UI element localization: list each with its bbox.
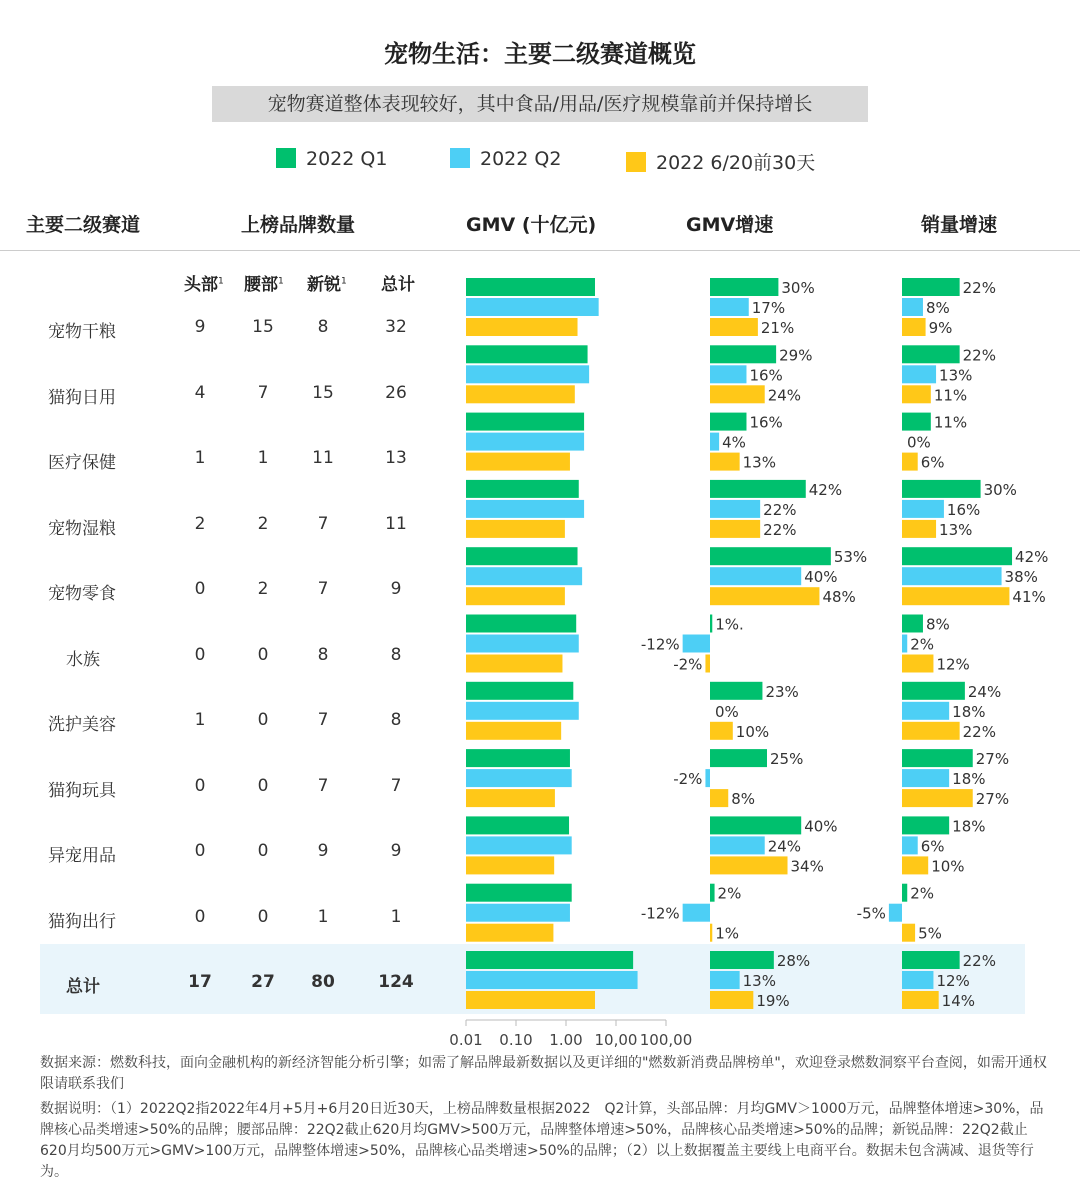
gmv-growth-data-label: 23% xyxy=(765,682,799,701)
gmv-tick-label: 0.10 xyxy=(499,1031,533,1049)
footnote-mark: 1 xyxy=(341,276,347,287)
gmv-growth-data-label: 34% xyxy=(790,857,824,876)
sales-growth-data-label: 22% xyxy=(962,279,996,297)
footnote-mark: 1 xyxy=(218,276,224,287)
row-10-total: 124 xyxy=(378,972,414,992)
row-9-new: 1 xyxy=(317,906,329,927)
legend-label-recent: 2022 6/20前30天 xyxy=(656,152,816,174)
sales-growth-bar xyxy=(902,722,960,740)
sales-growth-bar xyxy=(902,587,1009,605)
gmv-growth-data-label: 28% xyxy=(776,952,811,970)
sales-growth-data-label: 24% xyxy=(967,682,1002,701)
row-7-new: 7 xyxy=(317,775,329,796)
sales-growth-bar xyxy=(902,567,1002,585)
sales-growth-bar xyxy=(902,789,973,807)
sales-growth-data-label: 6% xyxy=(920,837,945,856)
gmv-growth-data-label: 25% xyxy=(770,750,804,769)
gmv-growth-bar xyxy=(710,951,774,969)
gmv-bar xyxy=(466,722,561,740)
sales-growth-data-label: 8% xyxy=(925,299,950,317)
row-2-new: 11 xyxy=(312,448,334,468)
gmv-growth-data-label: 17% xyxy=(751,299,786,317)
sales-growth-data-label: 38% xyxy=(1004,568,1038,587)
sales-growth-bar xyxy=(902,318,926,336)
row-0-waist: 15 xyxy=(252,317,274,337)
row-0-total: 32 xyxy=(385,317,407,337)
row-3-waist: 2 xyxy=(257,513,269,534)
sales-growth-bar xyxy=(902,856,928,874)
gmv-bar xyxy=(466,789,555,807)
row-3-new: 7 xyxy=(317,513,329,534)
sales-growth-data-label: 22% xyxy=(962,952,996,970)
sales-growth-bar xyxy=(902,682,965,700)
gmv-growth-bar xyxy=(710,298,749,316)
row-4-total: 9 xyxy=(390,579,402,599)
chart-subtitle: 宠物赛道整体表现较好，其中食品/用品/医疗规模靠前并保持增长 xyxy=(212,86,868,122)
sales-growth-data-label: 30% xyxy=(983,480,1017,499)
gmv-bar xyxy=(466,816,569,834)
row-1-name: 猫狗日用 xyxy=(48,387,116,408)
gmv-growth-bar xyxy=(710,836,765,854)
sales-growth-data-label: 41% xyxy=(1012,588,1046,607)
gmv-growth-data-label: -2% xyxy=(673,770,703,789)
gmv-growth-data-label: 1%. xyxy=(715,615,744,634)
gmv-bar xyxy=(466,884,572,902)
row-5-waist: 0 xyxy=(257,644,269,665)
gmv-bar xyxy=(466,298,599,316)
gmv-bar xyxy=(466,615,576,633)
gmv-growth-data-label: 13% xyxy=(742,972,776,990)
gmv-growth-bar xyxy=(710,385,765,403)
gmv-growth-bar xyxy=(710,816,801,834)
sales-growth-bar xyxy=(889,904,902,922)
gmv-growth-bar xyxy=(705,769,710,787)
gmv-growth-bar xyxy=(710,365,746,383)
row-1-total: 26 xyxy=(385,382,407,403)
sales-growth-bar xyxy=(902,635,907,653)
gmv-tick-label: 10,00 xyxy=(594,1031,638,1049)
gmv-growth-bar xyxy=(710,991,753,1009)
row-8-head: 0 xyxy=(194,841,206,861)
row-6-head: 1 xyxy=(194,710,206,730)
sales-growth-bar xyxy=(902,547,1012,565)
sales-growth-data-label: 18% xyxy=(952,702,986,721)
row-10-head: 17 xyxy=(188,972,212,992)
gmv-growth-data-label: -2% xyxy=(673,655,703,674)
row-5-name: 水族 xyxy=(66,649,100,670)
row-5-head: 0 xyxy=(194,644,206,665)
notes xyxy=(40,1053,1050,1187)
row-6-name: 洗护美容 xyxy=(48,715,116,735)
row-6-waist: 0 xyxy=(257,710,269,730)
gmv-growth-bar xyxy=(710,567,801,585)
gmv-bar xyxy=(466,971,638,989)
sales-growth-bar xyxy=(902,924,915,942)
sales-growth-data-label: 5% xyxy=(918,924,942,943)
row-9-total: 1 xyxy=(390,906,402,927)
gmv-bar xyxy=(466,904,570,922)
gmv-tick-label: 1.00 xyxy=(549,1031,583,1049)
row-2-total: 13 xyxy=(385,448,407,468)
row-6-total: 8 xyxy=(390,710,402,730)
sales-growth-data-label: 9% xyxy=(928,319,953,337)
gmv-growth-bar xyxy=(705,655,710,673)
gmv-growth-bar xyxy=(710,924,712,942)
gmv-bar xyxy=(466,453,570,471)
gmv-tick-label: 100,00 xyxy=(639,1031,693,1049)
row-0-new: 8 xyxy=(317,317,329,337)
gmv-growth-data-label: 40% xyxy=(804,568,838,587)
sales-growth-bar xyxy=(902,971,933,989)
gmv-growth-data-label: 1% xyxy=(715,924,740,943)
sales-growth-data-label: 2% xyxy=(910,884,935,903)
sales-growth-data-label: 10% xyxy=(931,857,965,876)
gmv-bar xyxy=(466,365,589,383)
row-8-new: 9 xyxy=(317,841,329,861)
gmv-bar xyxy=(466,836,572,854)
gmv-growth-data-label: 16% xyxy=(749,366,783,385)
gmv-growth-data-label: 22% xyxy=(763,520,797,539)
row-8-total: 9 xyxy=(390,841,402,861)
column-header-gmv-growth: GMV增速 xyxy=(686,214,774,236)
row-9-waist: 0 xyxy=(257,906,269,927)
column-header-sales-growth: 销量增速 xyxy=(921,214,998,236)
sales-growth-bar xyxy=(902,884,907,902)
gmv-growth-data-label: 29% xyxy=(779,346,813,365)
gmv-growth-bar xyxy=(710,789,728,807)
gmv-bar xyxy=(466,951,633,969)
sales-growth-data-label: 14% xyxy=(941,992,976,1010)
gmv-bar xyxy=(466,635,579,653)
column-header-brands: 上榜品牌数量 xyxy=(241,214,356,236)
gmv-growth-bar xyxy=(710,971,740,989)
sales-growth-data-label: 42% xyxy=(1015,548,1049,567)
sales-growth-data-label: 13% xyxy=(939,520,973,539)
column-header-gmv: GMV (十亿元) xyxy=(466,214,597,236)
gmv-bar xyxy=(466,655,562,673)
gmv-growth-bar xyxy=(683,635,710,653)
gmv-growth-bar xyxy=(710,453,740,471)
gmv-growth-bar xyxy=(710,722,733,740)
sales-growth-bar xyxy=(902,749,973,767)
gmv-growth-data-label: 42% xyxy=(808,480,843,499)
row-4-head: 0 xyxy=(194,579,206,599)
row-5-total: 8 xyxy=(390,644,402,665)
gmv-growth-data-label: 40% xyxy=(804,817,838,836)
sales-growth-data-label: 18% xyxy=(952,817,986,836)
gmv-growth-bar xyxy=(683,904,710,922)
gmv-bar xyxy=(466,500,584,518)
row-0-head: 9 xyxy=(194,317,206,337)
sales-growth-data-label: 27% xyxy=(975,790,1010,809)
sales-growth-data-label: 12% xyxy=(936,972,970,990)
sales-growth-bar xyxy=(902,385,931,403)
sales-growth-data-label: 27% xyxy=(975,750,1010,769)
sales-growth-bar xyxy=(902,520,936,538)
row-4-new: 7 xyxy=(317,579,329,599)
gmv-growth-data-label: 30% xyxy=(781,279,815,297)
gmv-growth-bar xyxy=(710,345,776,363)
gmv-bar xyxy=(466,769,572,787)
sales-growth-bar xyxy=(902,365,936,383)
gmv-growth-data-label: 24% xyxy=(767,837,802,856)
row-2-head: 1 xyxy=(194,448,206,468)
gmv-bar xyxy=(466,413,584,431)
row-1-head: 4 xyxy=(194,382,206,403)
gmv-growth-bar xyxy=(710,500,760,518)
gmv-tick-label: 0.01 xyxy=(449,1031,483,1049)
row-4-name: 宠物零食 xyxy=(48,584,116,604)
gmv-growth-data-label: 22% xyxy=(763,500,797,519)
row-7-total: 7 xyxy=(390,775,402,796)
gmv-bar xyxy=(466,318,578,336)
gmv-growth-data-label: 16% xyxy=(749,413,783,432)
gmv-growth-data-label: 8% xyxy=(731,790,756,809)
sales-growth-bar xyxy=(902,816,949,834)
row-4-waist: 2 xyxy=(257,579,269,599)
sales-growth-bar xyxy=(902,702,949,720)
gmv-bar xyxy=(466,480,579,498)
gmv-growth-data-label: 2% xyxy=(717,884,742,903)
row-1-new: 15 xyxy=(312,382,334,403)
gmv-growth-data-label: 53% xyxy=(833,548,868,567)
row-6-new: 7 xyxy=(317,710,329,730)
gmv-growth-data-label: 48% xyxy=(822,588,856,607)
row-5-new: 8 xyxy=(317,644,329,665)
sales-growth-bar xyxy=(902,345,960,363)
gmv-bar xyxy=(466,345,588,363)
sales-growth-data-label: 6% xyxy=(920,453,945,472)
sales-growth-bar xyxy=(902,298,923,316)
row-2-name: 医疗保健 xyxy=(48,453,116,473)
gmv-growth-data-label: 13% xyxy=(742,453,776,472)
sales-growth-bar xyxy=(902,500,944,518)
gmv-bar xyxy=(466,433,584,451)
row-2-waist: 1 xyxy=(257,448,269,468)
gmv-bar xyxy=(466,856,554,874)
sales-growth-bar xyxy=(902,655,933,673)
sales-growth-data-label: 12% xyxy=(936,655,970,674)
gmv-growth-bar xyxy=(710,480,806,498)
gmv-growth-bar xyxy=(710,318,758,336)
gmv-growth-bar xyxy=(710,884,715,902)
row-3-name: 宠物湿粮 xyxy=(48,518,116,539)
sales-growth-bar xyxy=(902,278,960,296)
sales-growth-data-label: 11% xyxy=(933,386,968,405)
sales-growth-bar xyxy=(902,480,981,498)
chart-title: 宠物生活：主要二级赛道概览 xyxy=(384,40,696,68)
row-7-name: 猫狗玩具 xyxy=(48,780,116,801)
column-header-category: 主要二级赛道 xyxy=(26,214,141,236)
gmv-bar xyxy=(466,278,595,296)
sales-growth-bar xyxy=(902,836,918,854)
sales-growth-data-label: 8% xyxy=(925,615,950,634)
row-9-name: 猫狗出行 xyxy=(48,911,116,932)
row-1-waist: 7 xyxy=(257,382,269,403)
sales-growth-bar xyxy=(902,951,960,969)
row-0-name: 宠物干粮 xyxy=(48,322,116,342)
legend-label-q1: 2022 Q1 xyxy=(306,148,388,170)
sales-growth-bar xyxy=(902,991,939,1009)
row-7-waist: 0 xyxy=(257,775,269,796)
gmv-growth-data-label: -12% xyxy=(640,635,680,654)
gmv-bar xyxy=(466,520,565,538)
row-3-head: 2 xyxy=(194,513,206,534)
gmv-growth-data-label: 21% xyxy=(760,319,795,337)
sales-growth-data-label: 11% xyxy=(933,413,968,432)
row-7-head: 0 xyxy=(194,775,206,796)
sales-growth-data-label: 2% xyxy=(910,635,935,654)
subheader-new-label: 新锐 xyxy=(307,275,341,295)
sales-growth-data-label: 13% xyxy=(939,366,973,385)
subheader-total-brands: 总计 xyxy=(381,275,415,295)
row-3-total: 11 xyxy=(385,513,407,534)
gmv-growth-data-label: 10% xyxy=(735,722,770,741)
row-8-name: 异宠用品 xyxy=(48,846,116,866)
gmv-growth-bar xyxy=(710,749,767,767)
gmv-growth-bar xyxy=(710,587,819,605)
gmv-growth-bar xyxy=(710,520,760,538)
gmv-bar xyxy=(466,385,575,403)
gmv-growth-bar xyxy=(710,682,762,700)
row-10-waist: 27 xyxy=(251,972,275,992)
gmv-growth-data-label: -12% xyxy=(640,904,680,923)
sales-growth-data-label: -5% xyxy=(856,904,886,923)
gmv-growth-data-label: 4% xyxy=(722,433,746,452)
gmv-growth-bar xyxy=(710,615,712,633)
gmv-growth-bar xyxy=(710,856,788,874)
subheader-head-label: 头部 xyxy=(184,275,218,295)
gmv-bar xyxy=(466,682,573,700)
gmv-bar xyxy=(466,991,595,1009)
row-10-new: 80 xyxy=(311,972,335,992)
sales-growth-data-label: 0% xyxy=(907,433,931,452)
gmv-growth-bar xyxy=(710,278,778,296)
sales-growth-data-label: 22% xyxy=(962,722,996,741)
gmv-growth-data-label: 24% xyxy=(767,386,802,405)
gmv-growth-bar xyxy=(710,433,719,451)
data-explanation-note: 数据说明：（1）2022Q2指2022年4月+5月+6月20日近30天，上榜品牌数量根据2022 Q2计算，头部品牌：月均GMV＞1000万元，品牌整体增速>30%，品牌核心品类增速>50%的品牌；腰部品牌：22Q2截止620月均GMV>500万元，品牌整体增速>50%，品牌核心品类增速>50%的品牌；新锐品牌：22Q2截止620月均500万元>GMV>100万元，品牌整体增速>50%，品牌核心品类增速>50%的品牌；（2）以上数据覆盖主要线上电商平台。数据未包含满减、退货等行为。 xyxy=(40,1101,1044,1180)
subheader-waist-label: 腰部 xyxy=(244,275,278,295)
sales-growth-data-label: 22% xyxy=(962,346,996,365)
gmv-growth-data-label: 19% xyxy=(756,992,790,1010)
gmv-bar xyxy=(466,547,578,565)
gmv-bar xyxy=(466,702,579,720)
gmv-bar xyxy=(466,924,553,942)
sales-growth-bar xyxy=(902,769,949,787)
legend-label-q2: 2022 Q2 xyxy=(480,148,562,170)
gmv-growth-bar xyxy=(710,547,831,565)
row-8-waist: 0 xyxy=(257,841,269,861)
row-10-name: 总计 xyxy=(66,977,100,997)
gmv-bar xyxy=(466,587,565,605)
gmv-bar xyxy=(466,567,582,585)
sales-growth-bar xyxy=(902,453,918,471)
row-9-head: 0 xyxy=(194,906,206,927)
sales-growth-bar xyxy=(902,615,923,633)
gmv-bar xyxy=(466,749,570,767)
sales-growth-data-label: 18% xyxy=(952,770,986,789)
sales-growth-data-label: 16% xyxy=(946,500,981,519)
gmv-growth-bar xyxy=(710,413,746,431)
footnote-mark: 1 xyxy=(278,276,284,287)
data-source-note: 数据来源：燃数科技，面向金融机构的新经济智能分析引擎；如需了解品牌最新数据以及更详细的"燃数新消费品牌榜单"，欢迎登录燃数洞察平台查阅，如需开通权限请联系我们 xyxy=(40,1055,1047,1092)
gmv-growth-data-label: 0% xyxy=(715,702,739,721)
sales-growth-bar xyxy=(902,413,931,431)
